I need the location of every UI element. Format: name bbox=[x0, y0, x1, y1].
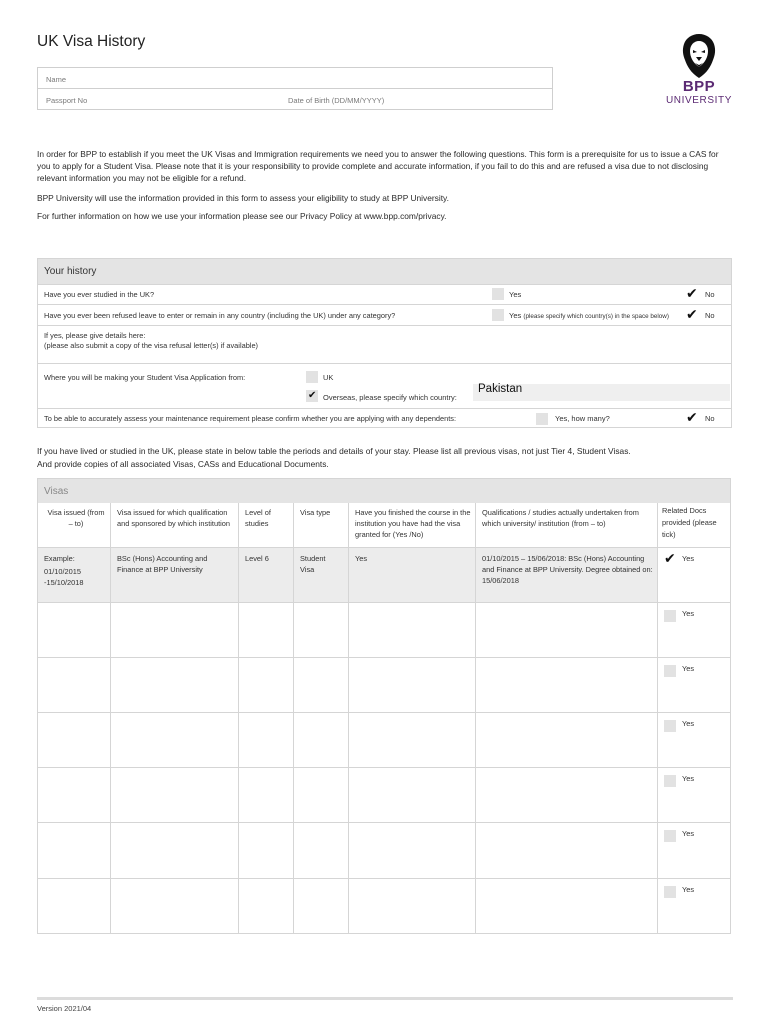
row-4-docs-checkbox[interactable] bbox=[664, 775, 676, 787]
refused-question: Have you ever been refused leave to enter or remain in any country (including the UK) under any category? bbox=[44, 311, 396, 320]
row-2-docs-yes: Yes bbox=[682, 664, 695, 673]
row-1-docs-checkbox[interactable] bbox=[664, 610, 676, 622]
intro-paragraph-1: In order for BPP to establish if you meet the UK Visas and Immigration requirements we need you to answer the following questions. This form is a prerequisite for us to issue a CAS for you to apply for a Student Visa. Please note that it is your responsibility to provide complete and accurate information, if you fail to do this and are refused a visa due to not disclosing relevant information you may not be eligible for a refund. bbox=[37, 149, 719, 183]
row-divider bbox=[38, 878, 730, 879]
details-line-1: If yes, please give details here: bbox=[44, 331, 146, 340]
identity-box bbox=[37, 67, 553, 110]
example-undertaken: 01/10/2015 – 15/06/2018: BSc (Hons) Accounting and Finance at BPP University. Degree obtained on: 15/06/2018 bbox=[482, 554, 653, 585]
bpp-logo bbox=[664, 33, 734, 115]
row-4-docs-yes: Yes bbox=[682, 774, 695, 783]
visas-heading: Visas bbox=[38, 479, 730, 503]
example-docs-checkmark: ✔ bbox=[664, 551, 676, 567]
studied-no-checkmark[interactable]: ✔ bbox=[686, 286, 698, 302]
row-divider bbox=[38, 712, 730, 713]
col-header-finished: Have you finished the course in the institution you have had the visa granted for (Yes /No) bbox=[355, 508, 471, 539]
col-header-qualification: Visa issued for which qualification and sponsored by which institution bbox=[117, 508, 230, 528]
details-line-2: (please also submit a copy of the visa refusal letter(s) if available) bbox=[44, 341, 259, 350]
example-visa-type: Student Visa bbox=[300, 554, 326, 574]
row-1-docs-yes: Yes bbox=[682, 609, 695, 618]
example-finished: Yes bbox=[355, 554, 368, 563]
example-label: Example: bbox=[44, 554, 75, 563]
row-2-docs-checkbox[interactable] bbox=[664, 665, 676, 677]
studied-row bbox=[38, 284, 731, 304]
refused-no-label: No bbox=[705, 311, 715, 320]
stay-line-1: If you have lived or studied in the UK, please state in below table the periods and details of your stay. Please list all previous visas, not just Tier 4, Student Visas. bbox=[37, 446, 631, 456]
lion-head-icon bbox=[682, 33, 716, 79]
col-header-undertaken: Qualifications / studies actually undertaken from which university/ institution (from – to) bbox=[482, 508, 639, 528]
name-row[interactable] bbox=[38, 68, 552, 89]
row-6-docs-checkbox[interactable] bbox=[664, 886, 676, 898]
row-3-docs-yes: Yes bbox=[682, 719, 695, 728]
name-label: Name bbox=[46, 75, 67, 84]
col-divider bbox=[110, 503, 111, 934]
example-dates bbox=[44, 553, 83, 588]
dependents-no-checkmark[interactable]: ✔ bbox=[686, 410, 698, 426]
col-divider bbox=[475, 503, 476, 934]
version-label: Version 2021/04 bbox=[37, 1004, 92, 1013]
intro-paragraph-3: For further information on how we use your information please see our Privacy Policy at www.bpp.com/privacy. bbox=[37, 211, 447, 221]
uk-label: UK bbox=[323, 373, 334, 382]
col-divider bbox=[657, 503, 658, 934]
studied-yes-checkbox[interactable] bbox=[492, 288, 504, 300]
row-divider bbox=[38, 822, 730, 823]
overseas-checkmark: ✔ bbox=[308, 390, 317, 401]
application-question: Where you will be making your Student Visa Application from: bbox=[44, 373, 246, 382]
col-divider bbox=[238, 503, 239, 934]
example-date-from: 01/10/2015 bbox=[44, 567, 81, 576]
col-divider bbox=[348, 503, 349, 934]
studied-no-label: No bbox=[705, 290, 715, 299]
dependents-row bbox=[38, 408, 731, 428]
col-header-level: Level of studies bbox=[245, 508, 271, 528]
dependents-yes-checkbox[interactable] bbox=[536, 413, 548, 425]
row-3-docs-checkbox[interactable] bbox=[664, 720, 676, 732]
uk-checkbox[interactable] bbox=[306, 371, 318, 383]
row-divider bbox=[38, 547, 730, 548]
refused-yes-checkbox[interactable] bbox=[492, 309, 504, 321]
refused-yes-label bbox=[509, 311, 669, 320]
refused-yes-text: Yes bbox=[509, 311, 522, 320]
row-divider bbox=[38, 767, 730, 768]
logo-brand: BPP bbox=[682, 78, 716, 95]
intro-paragraph-2: BPP University will use the information provided in this form to assess your eligibility to study at BPP University. bbox=[37, 193, 449, 203]
history-section bbox=[37, 258, 732, 428]
footer-divider bbox=[37, 997, 733, 1000]
refused-yes-note: (please specify which country(s) in the space below) bbox=[523, 313, 669, 320]
country-value: Pakistan bbox=[478, 383, 523, 395]
example-docs-yes: Yes bbox=[682, 554, 695, 563]
details-row[interactable] bbox=[38, 325, 731, 363]
col-divider bbox=[293, 503, 294, 934]
logo-subtitle: UNIVERSITY bbox=[665, 95, 732, 106]
page-title: UK Visa History bbox=[37, 33, 146, 50]
col-header-visa-type: Visa type bbox=[300, 508, 331, 517]
visas-table bbox=[37, 478, 731, 934]
example-level: Level 6 bbox=[245, 554, 269, 563]
history-heading: Your history bbox=[38, 259, 731, 284]
dependents-yes-label: Yes, how many? bbox=[555, 414, 610, 423]
dependents-no-label: No bbox=[705, 414, 715, 423]
row-5-docs-checkbox[interactable] bbox=[664, 830, 676, 842]
col-header-visa-issued: Visa issued (from – to) bbox=[47, 508, 105, 528]
dependents-question: To be able to accurately assess your maintenance requirement please confirm whether you are applying with any dependents: bbox=[44, 414, 457, 423]
stay-line-2: And provide copies of all associated Visas, CASs and Educational Documents. bbox=[37, 459, 329, 469]
example-qualification: BSc (Hons) Accounting and Finance at BPP University bbox=[117, 554, 208, 574]
studied-question: Have you ever studied in the UK? bbox=[44, 290, 155, 299]
overseas-label: Overseas, please specify which country: bbox=[323, 393, 457, 402]
row-divider bbox=[38, 657, 730, 658]
row-5-docs-yes: Yes bbox=[682, 829, 695, 838]
example-date-to: -15/10/2018 bbox=[44, 578, 84, 587]
passport-label: Passport No bbox=[46, 96, 88, 105]
refused-no-checkmark[interactable]: ✔ bbox=[686, 307, 698, 323]
row-6-docs-yes: Yes bbox=[682, 885, 695, 894]
stay-instructions bbox=[37, 445, 731, 471]
row-divider bbox=[38, 602, 730, 603]
col-header-docs: Related Docs provided (please tick) bbox=[662, 506, 717, 539]
studied-yes-label: Yes bbox=[509, 290, 522, 299]
passport-dob-row bbox=[38, 89, 552, 110]
refused-row bbox=[38, 304, 731, 325]
dob-label: Date of Birth (DD/MM/YYYY) bbox=[288, 96, 385, 105]
